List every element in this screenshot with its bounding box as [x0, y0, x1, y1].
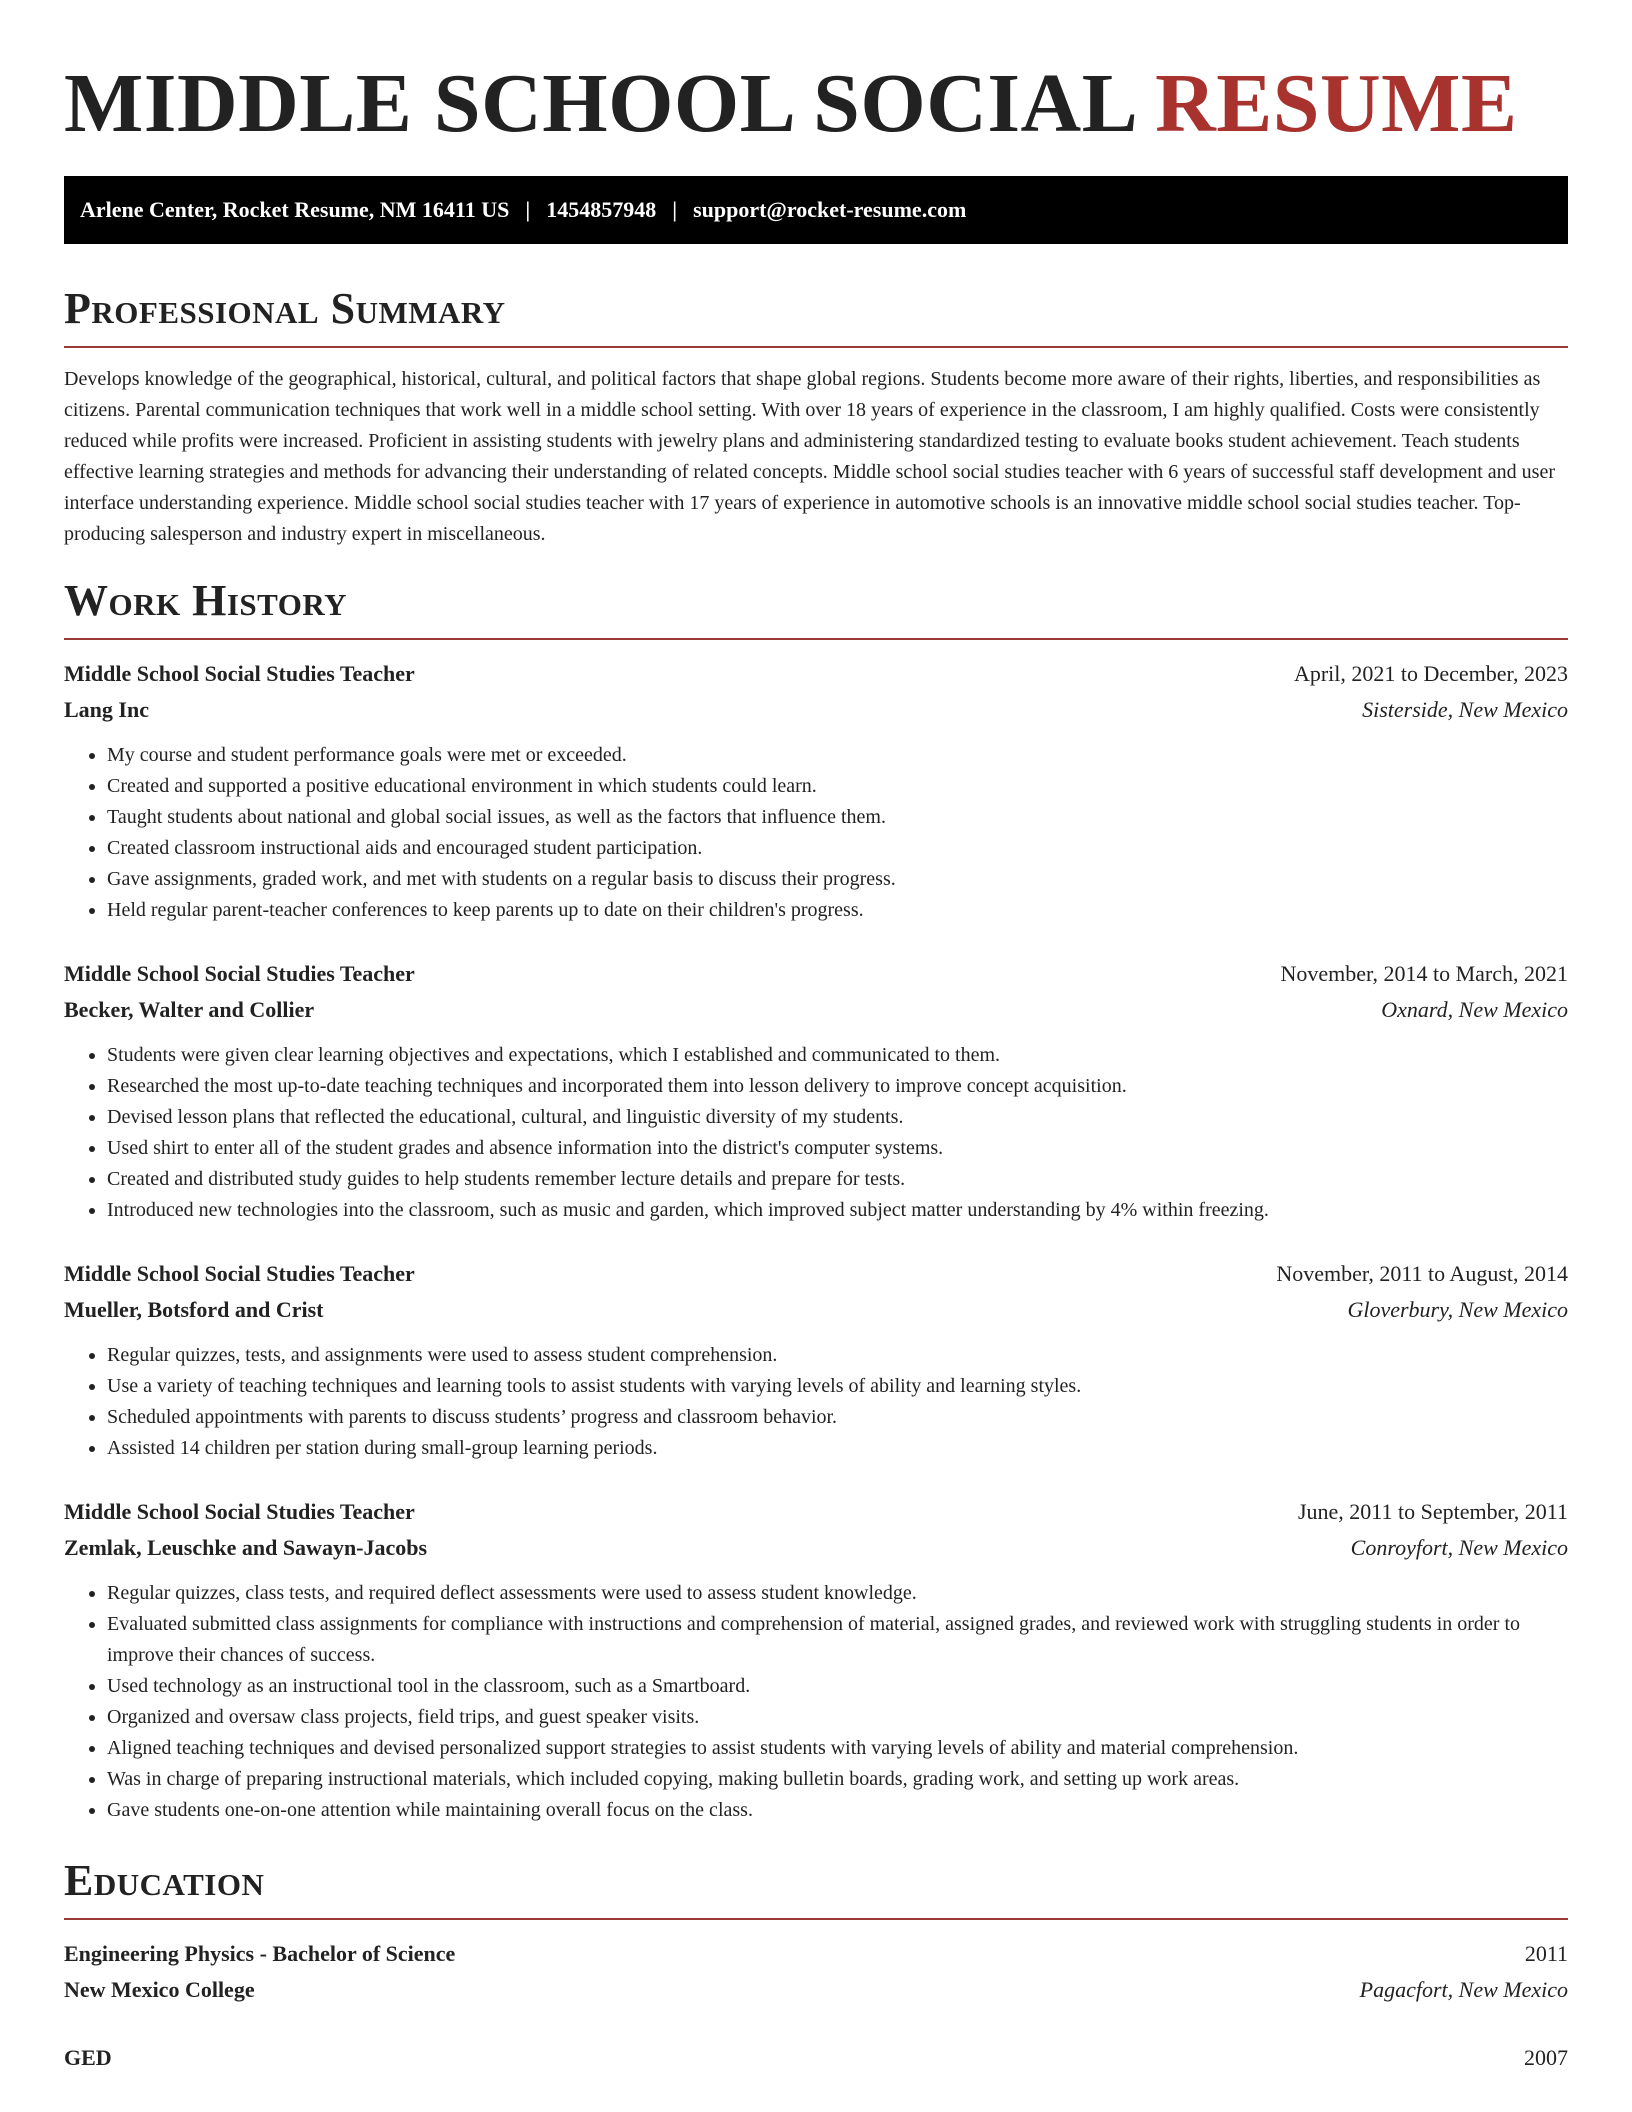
job-bullet: • My course and student performance goals were met or exceeded. — [107, 740, 1568, 771]
job-entry — [64, 1256, 1568, 1464]
job-bullet: • Taught students about national and global social issues, as well as the factors that influence them. — [107, 802, 1568, 833]
job-bullets — [64, 1340, 1568, 1464]
education-school: New Mexico College — [64, 1977, 255, 2002]
job-dates: June, 2011 to September, 2011 — [1297, 1499, 1568, 1524]
job-company-row — [64, 1292, 1568, 1328]
education-header-row — [64, 2040, 1568, 2076]
job-bullet: • Scheduled appointments with parents to discuss students’ progress and classroom behavior. — [107, 1402, 1568, 1433]
job-bullet: • Regular quizzes, class tests, and required deflect assessments were used to assess student knowledge. — [107, 1578, 1568, 1609]
education-heading: Education — [64, 1856, 265, 1905]
job-company-row — [64, 692, 1568, 728]
contact-separator: | — [672, 197, 678, 222]
job-entry — [64, 656, 1568, 926]
education-degree: GED — [64, 2045, 112, 2070]
job-dates: April, 2021 to December, 2023 — [1293, 661, 1568, 686]
job-bullet: • Used shirt to enter all of the student grades and absence information into the district's computer systems. — [107, 1133, 1568, 1164]
job-bullet: • Used technology as an instructional tool in the classroom, such as a Smartboard. — [107, 1671, 1568, 1702]
job-bullet: • Devised lesson plans that reflected the educational, cultural, and linguistic diversity of my students. — [107, 1102, 1568, 1133]
section-divider — [64, 346, 1568, 348]
job-bullets — [64, 740, 1568, 926]
work-history-heading: Work History — [64, 576, 348, 625]
job-bullet: • Organized and oversaw class projects, field trips, and guest speaker visits. — [107, 1702, 1568, 1733]
job-bullet: • Gave students one-on-one attention while maintaining overall focus on the class. — [107, 1795, 1568, 1826]
job-entry — [64, 1494, 1568, 1826]
job-bullets — [64, 1040, 1568, 1226]
section-divider — [64, 1918, 1568, 1920]
contact-phone: 1454857948 — [546, 197, 657, 222]
title-main: MIDDLE SCHOOL SOCIAL — [64, 57, 1134, 150]
section-divider — [64, 638, 1568, 640]
job-bullet: • Introduced new technologies into the classroom, such as music and garden, which improved subject matter understanding by 4% within freezing. — [107, 1195, 1568, 1226]
education-year: 2011 — [1524, 1941, 1568, 1966]
job-bullet: • Researched the most up-to-date teaching techniques and incorporated them into lesson delivery to improve concept acquisition. — [107, 1071, 1568, 1102]
job-bullets — [64, 1578, 1568, 1826]
job-company: Becker, Walter and Collier — [64, 997, 315, 1022]
summary-section — [64, 284, 1568, 550]
education-year: 2007 — [1524, 2045, 1568, 2070]
education-entry — [64, 2040, 1568, 2076]
education-degree: Engineering Physics - Bachelor of Science — [64, 1941, 456, 1966]
job-header-row — [64, 1494, 1568, 1530]
job-bullet: • Created classroom instructional aids and encouraged student participation. — [107, 833, 1568, 864]
job-header-row — [64, 1256, 1568, 1292]
job-bullet: • Use a variety of teaching techniques and learning tools to assist students with varying levels of ability and learning styles. — [107, 1371, 1568, 1402]
summary-heading: Professional Summary — [64, 284, 506, 333]
job-bullet: • Held regular parent-teacher conferences to keep parents up to date on their children's progress. — [107, 895, 1568, 926]
job-location: Oxnard, New Mexico — [1381, 997, 1568, 1022]
resume-title — [64, 56, 1568, 152]
education-school-row — [64, 1972, 1568, 2008]
job-title: Middle School Social Studies Teacher — [64, 1261, 415, 1286]
job-bullet: • Evaluated submitted class assignments for compliance with instructions and comprehension of material, assigned grades, and reviewed work with struggling students in order to improve their chances of success. — [107, 1609, 1568, 1671]
job-company-row — [64, 1530, 1568, 1566]
contact-bar — [64, 176, 1568, 244]
job-dates: November, 2011 to August, 2014 — [1276, 1261, 1568, 1286]
job-company-row — [64, 992, 1568, 1028]
education-entry — [64, 1936, 1568, 2008]
job-bullet: • Gave assignments, graded work, and met with students on a regular basis to discuss their progress. — [107, 864, 1568, 895]
job-header-row — [64, 956, 1568, 992]
job-bullet: • Was in charge of preparing instructional materials, which included copying, making bulletin boards, grading work, and setting up work areas. — [107, 1764, 1568, 1795]
job-bullet: • Regular quizzes, tests, and assignments were used to assess student comprehension. — [107, 1340, 1568, 1371]
job-title: Middle School Social Studies Teacher — [64, 661, 415, 686]
job-location: Gloverbury, New Mexico — [1347, 1297, 1568, 1322]
contact-separator: | — [525, 197, 531, 222]
education-location: Pagacfort, New Mexico — [1359, 1977, 1568, 2002]
job-location: Sisterside, New Mexico — [1362, 697, 1568, 722]
education-section — [64, 1856, 1568, 2076]
job-entry — [64, 956, 1568, 1226]
work-history-section — [64, 576, 1568, 1826]
job-title: Middle School Social Studies Teacher — [64, 961, 415, 986]
contact-address: Arlene Center, Rocket Resume, NM 16411 US — [80, 197, 510, 222]
job-bullet: • Assisted 14 children per station during small-group learning periods. — [107, 1433, 1568, 1464]
job-company: Mueller, Botsford and Crist — [64, 1297, 324, 1322]
job-company: Lang Inc — [64, 697, 149, 722]
job-dates: November, 2014 to March, 2021 — [1280, 961, 1568, 986]
job-bullet: • Created and supported a positive educational environment in which students could learn. — [107, 771, 1568, 802]
education-header-row — [64, 1936, 1568, 1972]
job-company: Zemlak, Leuschke and Sawayn-Jacobs — [64, 1535, 428, 1560]
job-bullet: • Created and distributed study guides to help students remember lecture details and prepare for tests. — [107, 1164, 1568, 1195]
job-header-row — [64, 656, 1568, 692]
job-title: Middle School Social Studies Teacher — [64, 1499, 415, 1524]
title-accent: RESUME — [1155, 57, 1518, 150]
contact-email: support@rocket-resume.com — [693, 197, 967, 222]
summary-text: Develops knowledge of the geographical, historical, cultural, and political factors that shape global regions. Students become more aware of their rights, liberties, and responsibilities as citizens. Parental communication techniques that work well in a middle school setting. With over 18 years of experience in the classroom, I am highly qualified. Costs were consistently reduced while profits were increased. Proficient in assisting students with jewelry plans and administering standardized testing to evaluate books student achievement. Teach students effective learning strategies and methods for advancing their understanding of related concepts. Middle school social studies teacher with 6 years of successful staff development and user interface understanding experience. Middle school social studies teacher with 17 years of experience in automotive schools is an innovative middle school social studies teacher. Top-producing salesperson and industry expert in miscellaneous. — [64, 368, 1555, 545]
job-bullet: • Aligned teaching techniques and devised personalized support strategies to assist students with varying levels of ability and material comprehension. — [107, 1733, 1568, 1764]
job-location: Conroyfort, New Mexico — [1350, 1535, 1568, 1560]
job-bullet: • Students were given clear learning objectives and expectations, which I established and communicated to them. — [107, 1040, 1568, 1071]
